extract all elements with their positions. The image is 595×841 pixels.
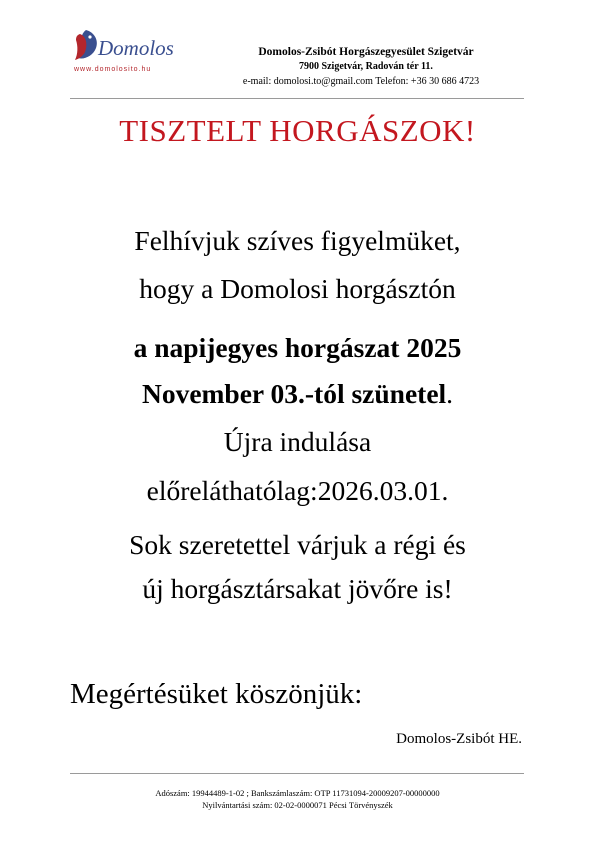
body-line-1: Felhívjuk szíves figyelmüket, — [134, 225, 461, 256]
logo-wordmark: Domolos — [98, 36, 174, 60]
body-line-6: előreláthatólag:2026.03.01. — [146, 475, 449, 506]
footer-tax-bank: Adószám: 19944489-1-02 ; Bankszámlaszám: OTP 11731094-20009207-00000000 — [155, 788, 440, 798]
body-line-4-tail: . — [446, 378, 454, 409]
footer-registration: Nyilvántartási szám: 02-02-0000071 Pécsi Törvényszék — [202, 800, 393, 810]
signature: Domolos-Zsibót HE. — [396, 731, 522, 747]
organization-address: 7900 Szigetvár, Radován tér 11. — [299, 61, 433, 72]
body-line-3: a napijegyes horgászat 2025 — [133, 332, 462, 363]
organization-name: Domolos-Zsibót Horgászegyesület Szigetvár — [258, 46, 474, 58]
body-line-2: hogy a Domolosi horgásztón — [139, 273, 456, 304]
body-line-8: új horgásztársakat jövőre is! — [142, 573, 453, 604]
organization-contact: e-mail: domolosi.to@gmail.com Telefon: +36 30 686 4723 — [242, 76, 480, 87]
suspension-date: November 03.-tól szünetel — [141, 378, 447, 409]
body-line-4 — [0, 377, 595, 411]
club-logo — [72, 24, 182, 80]
closing-line: Megértésüket köszönjük: — [70, 678, 363, 710]
notice-title: TISZTELT HORGÁSZOK! — [119, 113, 476, 148]
logo-url: www.domolosito.hu — [74, 66, 152, 73]
body-line-5: Újra indulása — [223, 426, 372, 457]
header-divider — [70, 98, 524, 99]
footer-divider — [70, 773, 524, 774]
body-line-7: Sok szeretettel várjuk a régi és — [129, 529, 466, 560]
